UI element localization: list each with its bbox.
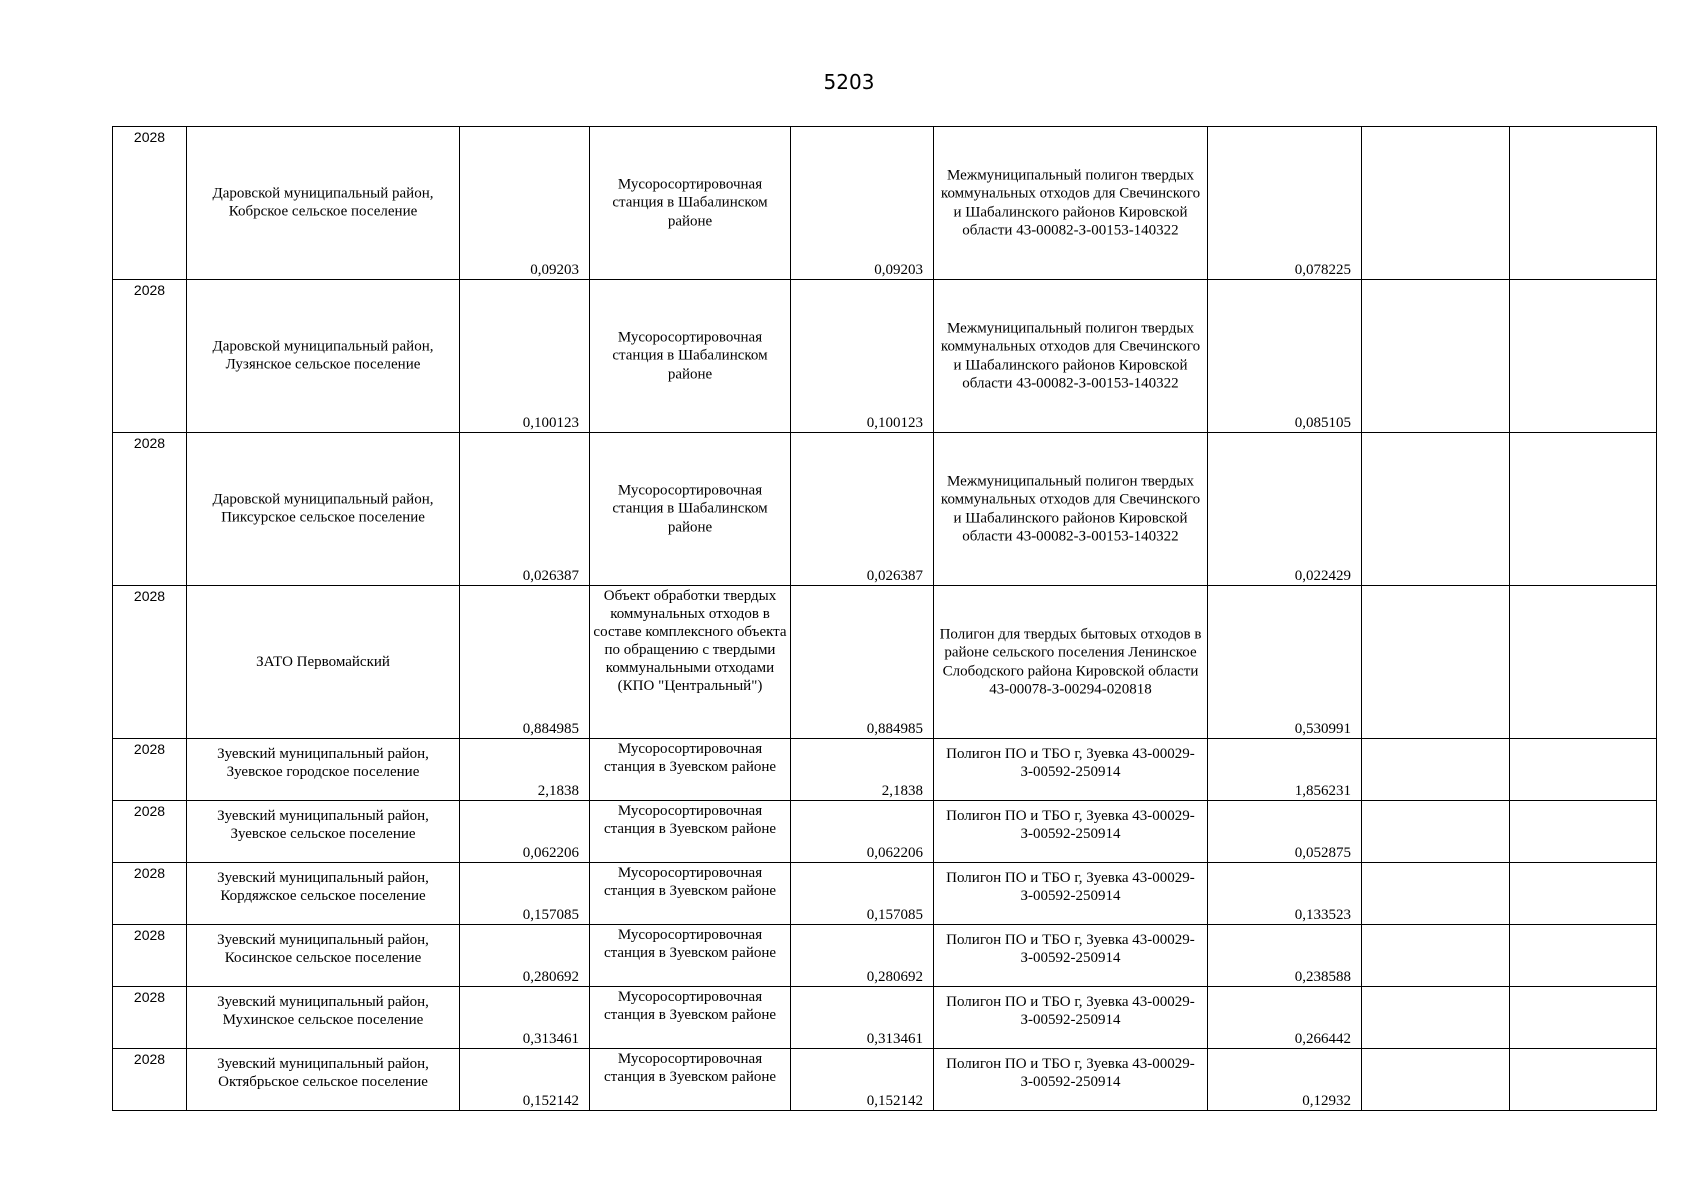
facility-volume-cell: [791, 987, 934, 1049]
municipality-cell: [187, 739, 460, 801]
volume-value: 0,09203: [530, 262, 579, 278]
year-cell: [113, 801, 187, 863]
municipality-name: Зуевский муниципальный район, Зуевское сельское поселение: [217, 808, 429, 843]
facility-name: Мусоросортировочная станция в Зуевском районе: [603, 741, 777, 775]
landfill-volume-value: 1,856231: [1294, 783, 1351, 799]
year-cell: [113, 280, 187, 433]
empty-cell: [1510, 987, 1657, 1049]
landfill-name: Межмуниципальный полигон твердых коммунальных отходов для Свечинского и Шабалинского районов Кировской области 43-00082-З-00153-140322: [940, 320, 1201, 392]
volume-cell: [460, 433, 590, 586]
facility-volume-value: 0,152142: [866, 1093, 923, 1109]
landfill-cell: [934, 433, 1208, 586]
landfill-volume-cell: [1208, 987, 1362, 1049]
landfill-name: Полигон ПО и ТБО г, Зуевка 43-00029-З-00592-250914: [946, 932, 1195, 967]
facility-volume-value: 0,884985: [866, 721, 923, 737]
facility-volume-value: 0,157085: [866, 907, 923, 923]
landfill-volume-cell: [1208, 127, 1362, 280]
volume-value: 0,062206: [522, 845, 579, 861]
volume-value: 0,152142: [522, 1093, 579, 1109]
empty-cell: [1510, 863, 1657, 925]
landfill-volume-cell: [1208, 801, 1362, 863]
landfill-cell: [934, 863, 1208, 925]
year-value: 2028: [133, 741, 166, 757]
municipality-cell: [187, 586, 460, 739]
municipality-name: Зуевский муниципальный район, Косинское сельское поселение: [217, 932, 429, 967]
landfill-cell: [934, 801, 1208, 863]
volume-cell: [460, 280, 590, 433]
volume-value: 0,884985: [522, 721, 579, 737]
empty-cell: [1362, 586, 1510, 739]
landfill-name: Полигон ПО и ТБО г, Зуевка 43-00029-З-00592-250914: [946, 994, 1195, 1029]
facility-cell: [590, 127, 791, 280]
landfill-volume-cell: [1208, 863, 1362, 925]
table-row: [113, 433, 1657, 586]
facility-volume-value: 0,09203: [874, 262, 923, 278]
volume-value: 2,1838: [537, 783, 579, 799]
facility-name: Мусоросортировочная станция в Шабалинском районе: [612, 176, 768, 230]
year-cell: [113, 925, 187, 987]
facility-name: Мусоросортировочная станция в Шабалинском районе: [612, 482, 768, 536]
table-row: [113, 280, 1657, 433]
municipality-cell: [187, 801, 460, 863]
facility-volume-cell: [791, 925, 934, 987]
facility-cell: [590, 987, 791, 1049]
empty-cell: [1510, 925, 1657, 987]
facility-cell: [590, 586, 791, 739]
municipality-name: Зуевский муниципальный район, Октябрьское сельское поселение: [217, 1056, 429, 1091]
facility-cell: [590, 801, 791, 863]
landfill-volume-value: 0,238588: [1294, 969, 1351, 985]
volume-cell: [460, 586, 590, 739]
landfill-name: Полигон ПО и ТБО г, Зуевка 43-00029-З-00592-250914: [946, 870, 1195, 905]
empty-cell: [1362, 127, 1510, 280]
municipality-cell: [187, 1049, 460, 1111]
facility-volume-value: 0,313461: [866, 1031, 923, 1047]
landfill-volume-cell: [1208, 586, 1362, 739]
facility-volume-cell: [791, 280, 934, 433]
municipality-cell: [187, 127, 460, 280]
municipality-name: Даровской муниципальный район, Пиксурское сельское поселение: [212, 491, 434, 526]
year-value: 2028: [133, 803, 166, 819]
landfill-name: Полигон для твердых бытовых отходов в районе сельского поселения Ленинское Слободского района Кировской области 43-00078-З-00294-020818: [939, 626, 1202, 698]
table-row: [113, 801, 1657, 863]
landfill-volume-cell: [1208, 280, 1362, 433]
volume-value: 0,313461: [522, 1031, 579, 1047]
municipality-name: Зуевский муниципальный район, Зуевское городское поселение: [217, 746, 429, 781]
municipality-name: Даровской муниципальный район, Кобрское сельское поселение: [212, 185, 434, 220]
facility-volume-cell: [791, 127, 934, 280]
year-cell: [113, 433, 187, 586]
table-row: [113, 863, 1657, 925]
facility-cell: [590, 1049, 791, 1111]
facility-cell: [590, 925, 791, 987]
volume-cell: [460, 739, 590, 801]
year-value: 2028: [133, 1051, 166, 1067]
facility-volume-cell: [791, 739, 934, 801]
year-value: 2028: [133, 129, 166, 145]
facility-volume-cell: [791, 433, 934, 586]
facility-volume-value: 0,026387: [866, 568, 923, 584]
landfill-volume-value: 0,133523: [1294, 907, 1351, 923]
year-value: 2028: [133, 435, 166, 451]
year-cell: [113, 127, 187, 280]
landfill-name: Межмуниципальный полигон твердых коммунальных отходов для Свечинского и Шабалинского районов Кировской области 43-00082-З-00153-140322: [940, 473, 1201, 545]
year-cell: [113, 739, 187, 801]
landfill-name: Полигон ПО и ТБО г, Зуевка 43-00029-З-00592-250914: [946, 808, 1195, 843]
landfill-name: Полигон ПО и ТБО г, Зуевка 43-00029-З-00592-250914: [946, 1056, 1195, 1091]
empty-cell: [1510, 127, 1657, 280]
facility-volume-cell: [791, 1049, 934, 1111]
facility-name: Мусоросортировочная станция в Зуевском районе: [603, 989, 777, 1023]
year-cell: [113, 863, 187, 925]
landfill-volume-value: 0,12932: [1302, 1093, 1351, 1109]
landfill-volume-value: 0,078225: [1294, 262, 1351, 278]
empty-cell: [1510, 586, 1657, 739]
landfill-cell: [934, 127, 1208, 280]
year-value: 2028: [133, 865, 166, 881]
empty-cell: [1362, 863, 1510, 925]
year-cell: [113, 586, 187, 739]
facility-volume-value: 0,100123: [866, 415, 923, 431]
empty-cell: [1362, 280, 1510, 433]
facility-volume-cell: [791, 863, 934, 925]
empty-cell: [1510, 1049, 1657, 1111]
facility-volume-value: 0,062206: [866, 845, 923, 861]
facility-volume-value: 0,280692: [866, 969, 923, 985]
landfill-volume-value: 0,022429: [1294, 568, 1351, 584]
empty-cell: [1510, 739, 1657, 801]
landfill-cell: [934, 987, 1208, 1049]
municipality-name: Зуевский муниципальный район, Мухинское сельское поселение: [217, 994, 429, 1029]
empty-cell: [1510, 280, 1657, 433]
facility-volume-value: 2,1838: [881, 783, 923, 799]
facility-cell: [590, 863, 791, 925]
waste-flow-table: [112, 126, 1657, 1111]
empty-cell: [1510, 433, 1657, 586]
empty-cell: [1362, 433, 1510, 586]
volume-value: 0,157085: [522, 907, 579, 923]
facility-volume-cell: [791, 586, 934, 739]
table-row: [113, 127, 1657, 280]
landfill-volume-value: 0,085105: [1294, 415, 1351, 431]
table-row: [113, 586, 1657, 739]
volume-cell: [460, 1049, 590, 1111]
municipality-name: Даровской муниципальный район, Лузянское сельское поселение: [212, 338, 434, 373]
landfill-cell: [934, 586, 1208, 739]
volume-value: 0,280692: [522, 969, 579, 985]
empty-cell: [1510, 801, 1657, 863]
volume-cell: [460, 987, 590, 1049]
municipality-name: Зуевский муниципальный район, Кордяжское сельское поселение: [217, 870, 429, 905]
landfill-volume-value: 0,266442: [1294, 1031, 1351, 1047]
landfill-cell: [934, 280, 1208, 433]
municipality-cell: [187, 280, 460, 433]
municipality-cell: [187, 987, 460, 1049]
facility-name: Мусоросортировочная станция в Зуевском районе: [603, 803, 777, 837]
landfill-cell: [934, 925, 1208, 987]
landfill-cell: [934, 1049, 1208, 1111]
facility-name: Объект обработки твердых коммунальных отходов в составе комплексного объекта по обращению с твердыми коммунальными отходами (КПО "Центральный"): [593, 588, 787, 694]
empty-cell: [1362, 987, 1510, 1049]
table-row: [113, 925, 1657, 987]
facility-name: Мусоросортировочная станция в Зуевском районе: [603, 1051, 777, 1085]
facility-cell: [590, 280, 791, 433]
landfill-volume-value: 0,530991: [1294, 721, 1351, 737]
landfill-volume-cell: [1208, 925, 1362, 987]
landfill-name: Полигон ПО и ТБО г, Зуевка 43-00029-З-00592-250914: [946, 746, 1195, 781]
empty-cell: [1362, 739, 1510, 801]
table-row: [113, 739, 1657, 801]
empty-cell: [1362, 1049, 1510, 1111]
landfill-volume-value: 0,052875: [1294, 845, 1351, 861]
municipality-cell: [187, 925, 460, 987]
landfill-cell: [934, 739, 1208, 801]
volume-cell: [460, 801, 590, 863]
year-value: 2028: [133, 282, 166, 298]
table-row: [113, 987, 1657, 1049]
municipality-cell: [187, 863, 460, 925]
year-value: 2028: [133, 989, 166, 1005]
volume-cell: [460, 925, 590, 987]
facility-name: Мусоросортировочная станция в Шабалинском районе: [612, 329, 768, 383]
landfill-volume-cell: [1208, 1049, 1362, 1111]
landfill-name: Межмуниципальный полигон твердых коммунальных отходов для Свечинского и Шабалинского районов Кировской области 43-00082-З-00153-140322: [940, 167, 1201, 239]
year-cell: [113, 1049, 187, 1111]
facility-name: Мусоросортировочная станция в Зуевском районе: [603, 927, 777, 961]
volume-cell: [460, 127, 590, 280]
year-value: 2028: [133, 927, 166, 943]
page-number: 5203: [823, 70, 875, 94]
empty-cell: [1362, 801, 1510, 863]
landfill-volume-cell: [1208, 433, 1362, 586]
volume-value: 0,026387: [522, 568, 579, 584]
facility-cell: [590, 739, 791, 801]
municipality-name: ЗАТО Первомайский: [256, 653, 390, 670]
municipality-cell: [187, 433, 460, 586]
year-cell: [113, 987, 187, 1049]
facility-cell: [590, 433, 791, 586]
table-row: [113, 1049, 1657, 1111]
volume-cell: [460, 863, 590, 925]
facility-name: Мусоросортировочная станция в Зуевском районе: [603, 865, 777, 899]
facility-volume-cell: [791, 801, 934, 863]
volume-value: 0,100123: [522, 415, 579, 431]
year-value: 2028: [133, 588, 166, 604]
landfill-volume-cell: [1208, 739, 1362, 801]
empty-cell: [1362, 925, 1510, 987]
